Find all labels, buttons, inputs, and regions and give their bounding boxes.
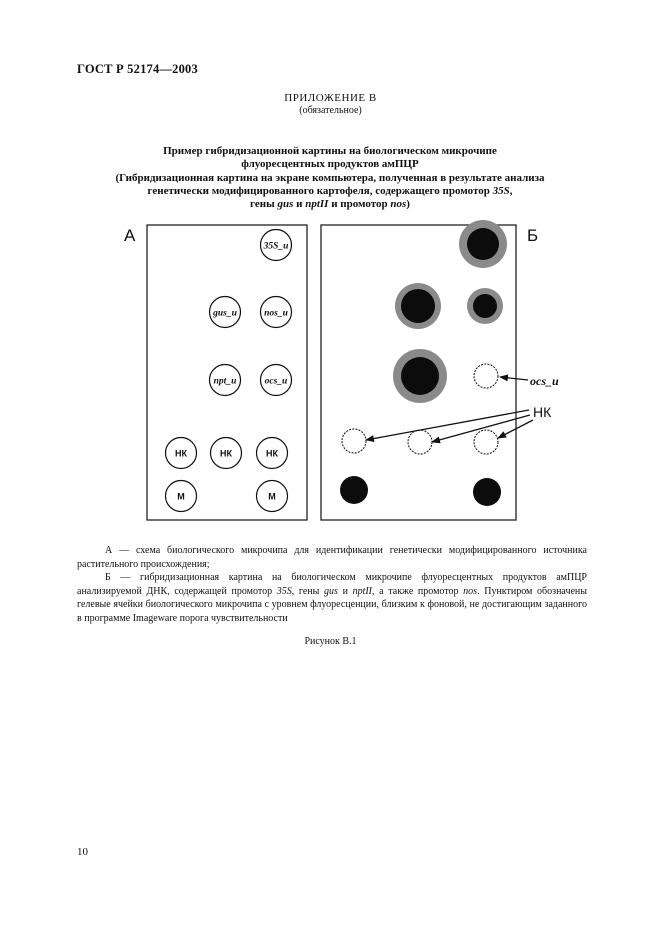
cell-label: НК (220, 448, 232, 459)
title-gene-nptii: nptII (305, 198, 329, 211)
panel-a-label: А (124, 226, 136, 245)
title-text: , (509, 184, 513, 197)
legend-promoter-35s: 35S (276, 585, 292, 597)
cell-label: nos_и (264, 308, 288, 319)
figure-caption: Рисунок В.1 (304, 636, 357, 647)
figure-title-line-2: флуоресцентных продуктов амПЦР (241, 158, 419, 171)
figure-title-line-1: Пример гибридизационной картины на биологическом микрочипе (163, 145, 497, 157)
legend-text: Б — гибридизационная картина на биологическом микрочипе флуоресцентных продуктов амПЦР анализируемой ДНК, содержащей промотор (77, 572, 587, 597)
appendix-note: (обязательное) (299, 105, 362, 116)
title-gene-gus: gus (277, 198, 294, 211)
cell-label: НК (175, 448, 187, 459)
spot-m-1 (340, 476, 368, 504)
cell-label: М (268, 491, 276, 502)
arrow-ocs (500, 377, 528, 380)
spot-m-2 (473, 478, 501, 506)
legend-text: , гены (291, 585, 325, 597)
cell-nk-3 (257, 438, 288, 469)
cell-label: 35S_и (263, 241, 289, 252)
spot-nos (467, 288, 503, 324)
cell-nk-1 (166, 438, 197, 469)
title-text: ) (406, 198, 410, 211)
title-text: генетически модифицированного картофеля, содержащего промотор (147, 184, 493, 197)
spot-ocs-background (474, 364, 498, 388)
cell-label: М (177, 491, 185, 502)
cell-ocs (261, 365, 292, 396)
legend-b (77, 571, 587, 625)
arrow-nk-1 (366, 410, 529, 440)
annotation-nk: НК (533, 404, 552, 420)
cell-nos (261, 297, 292, 328)
title-promoter-nos: nos (390, 198, 407, 211)
legend-promoter-nos: nos (463, 585, 478, 597)
cell-label: npt_и (213, 376, 237, 387)
title-text: и (293, 198, 306, 211)
spot-nk-2 (408, 430, 432, 454)
legend-gene-gus: gus (324, 585, 338, 597)
spot-npt (393, 349, 447, 403)
spot-nk-1 (342, 429, 366, 453)
legend-text: и (337, 585, 353, 597)
cell-m-2 (257, 481, 288, 512)
legend-text: , а также промотор (372, 585, 464, 597)
spot-35s (459, 220, 507, 268)
figure-legend (77, 544, 587, 626)
title-text: и промотор (328, 198, 391, 211)
cell-35s (261, 230, 292, 261)
figure-title-line-3: (Гибридизационная картина на экране компьютера, полученная в результате анализа (115, 171, 545, 184)
cell-label: НК (266, 448, 278, 459)
panel-b-label: Б (527, 226, 539, 245)
legend-a: А — схема биологического микрочипа для идентификации генетически модифицированного источника растительного происхождения; (77, 545, 587, 570)
cell-label: ocs_и (264, 376, 288, 387)
cell-nk-2 (211, 438, 242, 469)
cell-label: gus_и (213, 308, 237, 319)
spot-nk-3 (474, 430, 498, 454)
cell-gus (210, 297, 241, 328)
annotation-ocs: ocs_и (530, 374, 559, 388)
page-number: 10 (77, 846, 88, 858)
document-code: ГОСТ Р 52174—2003 (77, 62, 198, 76)
legend-gene-nptii: nptII (352, 585, 373, 597)
title-text: гены (250, 198, 278, 211)
title-promoter-35s: 35S (492, 184, 510, 197)
cell-m-1 (166, 481, 197, 512)
legend-text: . Пунктиром обозначены гелевые ячейки биологического микрочипа с уровнем флуоресценции, близким к фоновой, не достигающим заданного в программе Imageware порога чувствительности (77, 585, 587, 624)
spot-gus (395, 283, 441, 329)
cell-npt (210, 365, 241, 396)
appendix-title: ПРИЛОЖЕНИЕ В (284, 92, 377, 104)
